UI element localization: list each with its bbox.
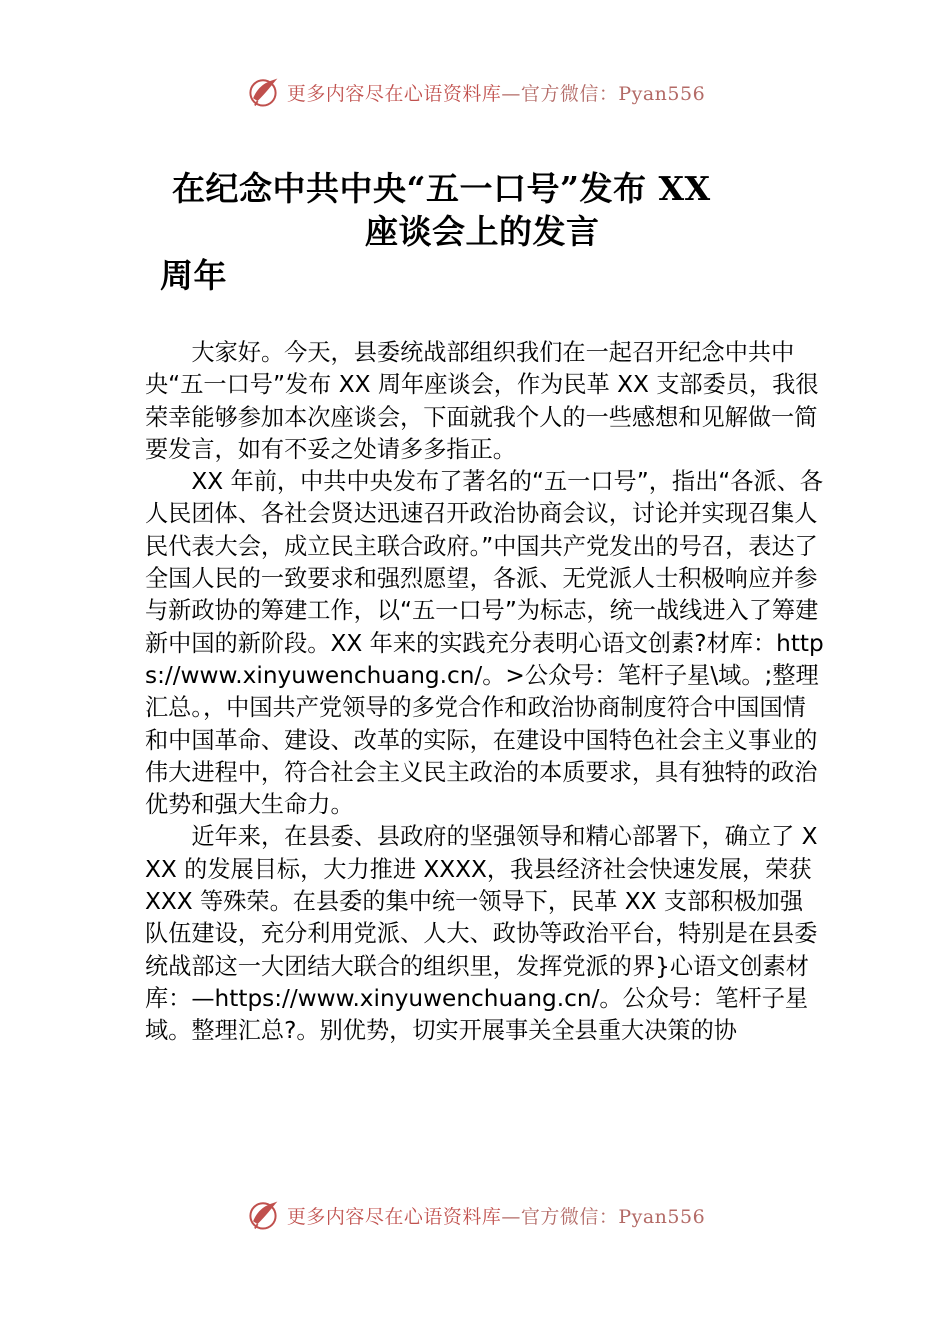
- footer-watermark-banner: [0, 1195, 950, 1235]
- footer-banner-text: 更多内容尽在心语资料库: [286, 1205, 502, 1228]
- title-line-2: 座谈会上的发言: [365, 212, 600, 251]
- brand-logo-icon: [245, 74, 281, 110]
- header-banner-wechat: —官方微信：Pyan556: [501, 82, 706, 105]
- title-line-1: 在纪念中共中央“五一口号”发布 XX: [172, 169, 711, 208]
- header-watermark-banner: [0, 72, 950, 112]
- brand-logo-icon: [245, 1197, 281, 1233]
- paragraph-2: XX 年前，中共中央发布了著名的“五一口号”，指出“各派、各人民团体、各社会贤达迅速召开政治协商会议，讨论并实现召集人民代表大会，成立民主联合政府。”中国共产党发出的号召，表达了全国人民的一致要求和强烈愿望，各派、无党派人士积极响应并参与新政协的筹建工作，以“五一口号”为标志，统一战线进入了筹建新中国的新阶段。XX 年来的实践充分表明心语文创素?材库：https://www.xinyuwenchuang.cn/。>公众号：笔杆子星\域。;整理汇总。，中国共产党领导的多党合作和政治协商制度符合中国国情和中国革命、建设、改革的实际，在建设中国特色社会主义事业的伟大进程中，符合社会主义民主政治的本质要求，具有独特的政治优势和强大生命力。: [145, 468, 824, 819]
- document-body: [145, 337, 825, 1048]
- title-line-3: 周年: [160, 256, 227, 295]
- paragraph-3: 近年来，在县委、县政府的坚强领导和精心部署下，确立了 XXX 的发展目标，大力推进 XXXX，我县经济社会快速发展，荣获 XXX 等殊荣。在县委的集中统一领导下，民革 XX 支部积极加强队伍建设，充分利用党派、人大、政协等政治平台，特别是在县委统战部这一大团结大联合的组织里，发挥党派的界}心语文创素材库：—https://www.xinyuwenchuang.cn/。公众号：笔杆子星域。整理汇总?。别优势，切实开展事关全县重大决策的协: [145, 823, 818, 1045]
- paragraph-1: 大家好。今天，县委统战部组织我们在一起召开纪念中共中央“五一口号”发布 XX 周年座谈会，作为民革 XX 支部委员，我很荣幸能够参加本次座谈会，下面就我个人的一些感想和见解做一简要发言，如有不妥之处请多多指正。: [145, 339, 819, 463]
- header-banner-text: 更多内容尽在心语资料库: [286, 82, 502, 105]
- footer-banner-wechat: —官方微信：Pyan556: [501, 1205, 706, 1228]
